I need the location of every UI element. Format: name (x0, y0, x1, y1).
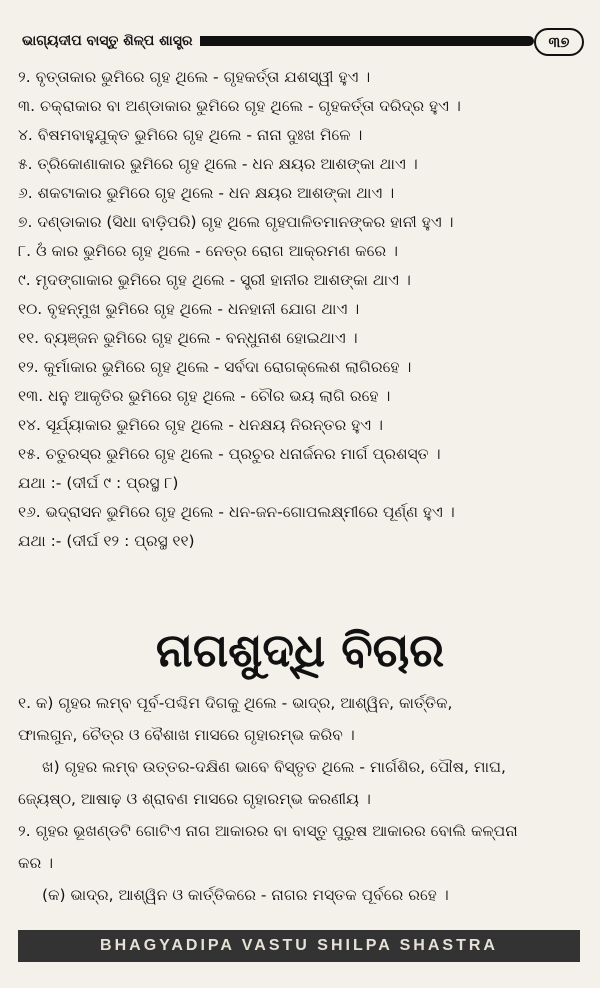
list-item: ୨. ବୃତ୍ତାକାର ଭୁମିରେ ଗୃହ ଥିଲେ - ଗୃହକର୍ତ୍ତା ଯଶସ୍ୱୀ ହୁଏ । (18, 68, 371, 86)
list-item: ୮. ଓଁ କାର ଭୁମିରେ ଗୃହ ଥିଲେ - ନେତ୍ର ରୋଗ ଆକ୍ରମଣ କରେ । (18, 242, 399, 260)
list-item: ୭. ଦଣ୍ଡାକାର (ସିଧା ବାଡ଼ିପରି) ଗୃହ ଥିଲେ ଗୃହପାଳିତମାନଙ୍କର ହାନୀ ହୁଏ । (18, 213, 454, 231)
list-item: ୧୦. ବୃହନ୍ମୁଖ ଭୁମିରେ ଗୃହ ଥିଲେ - ଧନହାନୀ ଯୋଗ ଥାଏ । (18, 300, 360, 318)
list-item: ୧୬. ଭଦ୍ରାସନ ଭୁମିରେ ଗୃହ ଥିଲେ - ଧନ-ଜନ-ଗୋପଲକ୍ଷ୍ମୀରେ ପୂର୍ଣ୍ଣ ହୁଏ । (18, 503, 455, 521)
example-line: ଯଥା :- (ଦୀର୍ଘ ୯ : ପ୍ରସ୍ଥ ୮) (18, 474, 179, 492)
section-heading: ନାଗଶୁଦ୍ଧି ବିଚାର (155, 623, 445, 677)
footer-banner: BHAGYADIPA VASTU SHILPA SHASTRA (18, 930, 580, 962)
list-item: ୪. ବିଷମବାହୁଯୁକ୍ତ ଭୁମିରେ ଗୃହ ଥିଲେ - ନାନା ଦୁଃଖ ମିଳେ । (18, 126, 363, 144)
list-item: ୧୨. କୁର୍ମାକାର ଭୁମିରେ ଗୃହ ଥିଲେ - ସର୍ବଦା ରୋଗକ୍ଲେଶ ଲାଗିରହେ । (18, 358, 412, 376)
list-item: ୧୪. ସୂର୍ଯ୍ୟାକାର ଭୁମିରେ ଗୃହ ଥିଲେ - ଧନକ୍ଷୟ ନିରନ୍ତର ହୁଏ । (18, 416, 383, 434)
list-item: ୯. ମୃଦଙ୍ଗାକାର ଭୁମିରେ ଗୃହ ଥିଲେ - ସ୍ତ୍ରୀ ହାନୀର ଆଶଙ୍କା ଥାଏ । (18, 271, 411, 289)
example-line: ଯଥା :- (ଦୀର୍ଘ ୧୨ : ପ୍ରସ୍ଥ ୧୧) (18, 532, 195, 550)
section-line: ଖ) ଗୃହର ଲମ୍ବ ଉତ୍ତର-ଦକ୍ଷିଣ ଭାବେ ବିସ୍ତୃତ ଥିଲେ - ମାର୍ଗଶିର, ପୌଷ, ମାଘ, (42, 758, 506, 776)
section-line: (କ) ଭାଦ୍ର, ଆଶ୍ୱିନ ଓ କାର୍ତ୍ତିକରେ - ନାଗର ମସ୍ତକ ପୂର୍ବରେ ରହେ । (42, 886, 449, 904)
section-line: କର । (18, 854, 54, 872)
page-header (18, 28, 584, 56)
list-item: ୩. ଚକ୍ରାକାର ବା ଅଣ୍ଡାକାର ଭୁମିରେ ଗୃହ ଥିଲେ - ଗୃହକର୍ତ୍ତା ଦରିଦ୍ର ହୁଏ । (18, 97, 461, 115)
running-title: ଭାଗ୍ୟଦୀପ ବାସ୍ତୁ ଶିଳ୍ପ ଶାସ୍ତ୍ର (18, 28, 200, 54)
list-item: ୫. ତ୍ରିକୋଣାକାର ଭୁମିରେ ଗୃହ ଥିଲେ - ଧନ କ୍ଷୟର ଆଶଙ୍କା ଥାଏ । (18, 155, 418, 173)
section-line: ୨. ଗୃହର ଭୂଖଣ୍ଡଟି ଗୋଟିଏ ନାଗ ଆକାରର ବା ବାସ୍ତୁ ପୁରୁଷ ଆକାରର ବୋଲି କଳ୍ପନା (18, 822, 518, 840)
list-item: ୧୧. ବ୍ୟଞ୍ଜନ ଭୁମିରେ ଗୃହ ଥିଲେ - ବନ୍ଧୁନାଶ ହୋଇଥାଏ । (18, 329, 358, 347)
section-line: ଫାଲଗୁନ, ଚୈତ୍ର ଓ ବୈଶାଖ ମାସରେ ଗୃହାରମ୍ଭ କରିବ । (18, 726, 355, 744)
section-line: ଜ୍ୟେଷ୍ଠ, ଆଷାଢ଼ ଓ ଶ୍ରାବଣ ମାସରେ ଗୃହାରମ୍ଭ କରଣୀୟ । (18, 790, 371, 808)
list-item: ୧୩. ଧନୁ ଆକୃତିର ଭୁମିରେ ଗୃହ ଥିଲେ - ଚୌର ଭୟ ଲାଗି ରହେ । (18, 387, 391, 405)
page-number: ୩୭ (534, 28, 584, 56)
list-item: ୧୫. ଚତୁରସ୍ର ଭୁମିରେ ଗୃହ ଥିଲେ - ପ୍ରଚୁର ଧନାର୍ଜନର ମାର୍ଗ ପ୍ରଶସ୍ତ । (18, 445, 441, 463)
list-item: ୬. ଶକଟାକାର ଭୁମିରେ ଗୃହ ଥିଲେ - ଧନ କ୍ଷୟର ଆଶଙ୍କା ଥାଏ । (18, 184, 395, 202)
section-line: ୧. କ) ଗୃହର ଲମ୍ବ ପୂର୍ବ-ପଶ୍ଚିମ ଦିଗକୁ ଥିଲେ - ଭାଦ୍ର, ଆଶ୍ୱିନ, କାର୍ତ୍ତିକ, (18, 694, 453, 712)
